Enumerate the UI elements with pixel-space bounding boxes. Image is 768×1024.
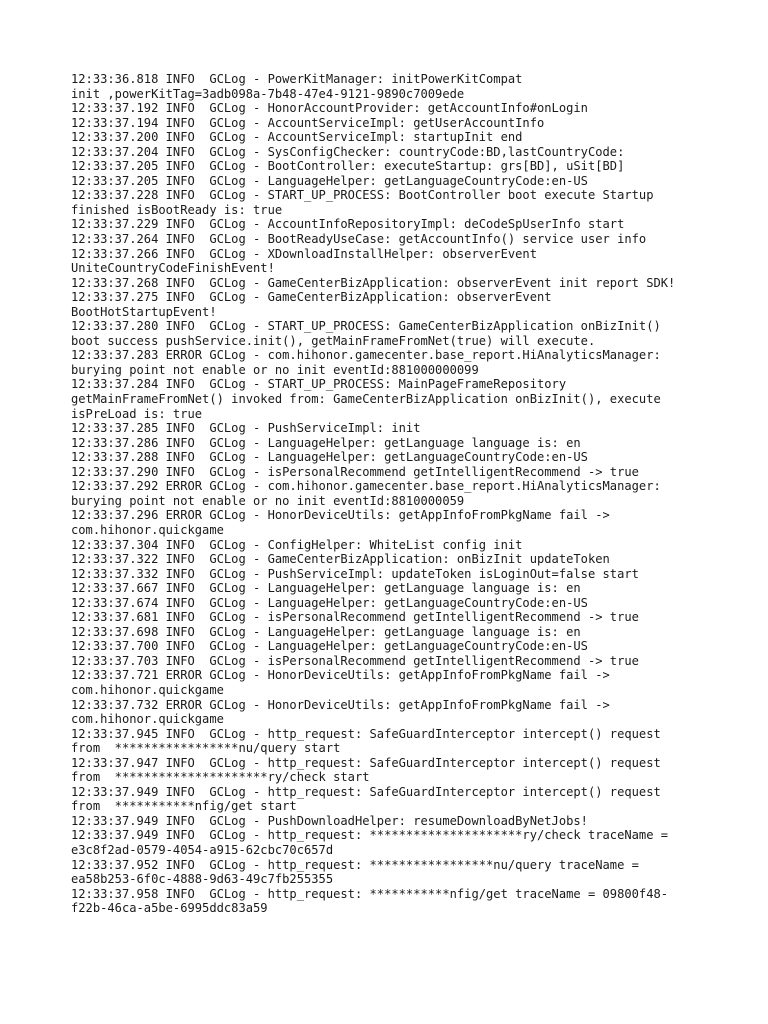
- log-line: 12:33:37.947 INFO GCLog - http_request: SafeGuardInterceptor intercept() request: [71, 755, 661, 770]
- log-line: init ,powerKitTag=3adb098a-7b48-47e4-9121-9890c7009ede: [71, 86, 465, 101]
- log-line: e3c8f2ad-0579-4054-a915-62cbc70c657d: [71, 842, 334, 857]
- log-line: 12:33:37.284 INFO GCLog - START_UP_PROCESS: MainPageFrameRepository: [71, 377, 567, 392]
- log-line: 12:33:37.681 INFO GCLog - isPersonalRecommend getIntelligentRecommend -> true: [71, 610, 639, 625]
- log-line: from *********************ry/check start: [71, 770, 370, 785]
- log-line: 12:33:37.674 INFO GCLog - LanguageHelper: getLanguageCountryCode:en-US: [71, 595, 588, 610]
- log-line: com.hihonor.quickgame: [71, 712, 224, 727]
- log-line: 12:33:37.200 INFO GCLog - AccountServiceImpl: startupInit end: [71, 130, 523, 145]
- log-line: 12:33:37.205 INFO GCLog - BootController: executeStartup: grs[BD], uSit[BD]: [71, 159, 625, 174]
- log-line: 12:33:37.721 ERROR GCLog - HonorDeviceUtils: getAppInfoFromPkgName fail ->: [71, 668, 610, 683]
- log-line: 12:33:37.296 ERROR GCLog - HonorDeviceUtils: getAppInfoFromPkgName fail ->: [71, 508, 610, 523]
- log-line: 12:33:37.949 INFO GCLog - http_request: SafeGuardInterceptor intercept() request: [71, 784, 661, 799]
- log-line: 12:33:37.205 INFO GCLog - LanguageHelper: getLanguageCountryCode:en-US: [71, 173, 588, 188]
- log-line: 12:33:37.290 INFO GCLog - isPersonalRecommend getIntelligentRecommend -> true: [71, 464, 639, 479]
- log-line: 12:33:37.952 INFO GCLog - http_request: *****************nu/query traceName =: [71, 857, 639, 872]
- log-line: 12:33:37.949 INFO GCLog - PushDownloadHelper: resumeDownloadByNetJobs!: [71, 813, 588, 828]
- log-line: 12:33:37.286 INFO GCLog - LanguageHelper: getLanguage language is: en: [71, 435, 581, 450]
- log-line: 12:33:37.958 INFO GCLog - http_request: ***********nfig/get traceName = 09800f48-: [71, 886, 669, 901]
- log-line: boot success pushService.init(), getMainFrameFromNet(true) will execute.: [71, 333, 596, 348]
- log-line: 12:33:37.322 INFO GCLog - GameCenterBizApplication: onBizInit updateToken: [71, 552, 610, 567]
- log-line: 12:33:37.228 INFO GCLog - START_UP_PROCESS: BootController boot execute Startup: [71, 188, 654, 203]
- log-line: burying point not enable or no init eventId:8810000059: [71, 493, 465, 508]
- log-line: ea58b253-6f0c-4888-9d63-49c7fb255355: [71, 872, 334, 887]
- log-line: finished isBootReady is: true: [71, 202, 283, 217]
- log-document: [71, 72, 731, 916]
- log-line: 12:33:37.280 INFO GCLog - START_UP_PROCESS: GameCenterBizApplication onBizInit(): [71, 319, 661, 334]
- log-line: 12:33:37.667 INFO GCLog - LanguageHelper: getLanguage language is: en: [71, 581, 581, 596]
- log-line: 12:33:36.818 INFO GCLog - PowerKitManager: initPowerKitCompat: [71, 72, 523, 86]
- log-line: 12:33:37.204 INFO GCLog - SysConfigChecker: countryCode:BD,lastCountryCode:: [71, 144, 625, 159]
- log-line: com.hihonor.quickgame: [71, 522, 224, 537]
- log-line: 12:33:37.275 INFO GCLog - GameCenterBizApplication: observerEvent: [71, 290, 552, 305]
- log-line: 12:33:37.268 INFO GCLog - GameCenterBizApplication: observerEvent init report SDK!: [71, 275, 676, 290]
- log-line: 12:33:37.703 INFO GCLog - isPersonalRecommend getIntelligentRecommend -> true: [71, 653, 639, 668]
- log-line: 12:33:37.285 INFO GCLog - PushServiceImpl: init: [71, 421, 421, 436]
- log-line: getMainFrameFromNet() invoked from: GameCenterBizApplication onBizInit(), execute: [71, 392, 661, 407]
- log-line: 12:33:37.945 INFO GCLog - http_request: SafeGuardInterceptor intercept() request: [71, 726, 661, 741]
- log-line: 12:33:37.264 INFO GCLog - BootReadyUseCase: getAccountInfo() service user info: [71, 232, 647, 247]
- log-line: BootHotStartupEvent!: [71, 304, 217, 319]
- log-line: 12:33:37.949 INFO GCLog - http_request: *********************ry/check traceName =: [71, 828, 669, 843]
- log-line: f22b-46ca-a5be-6995ddc83a59: [71, 901, 268, 916]
- log-line: 12:33:37.332 INFO GCLog - PushServiceImpl: updateToken isLoginOut=false start: [71, 566, 639, 581]
- log-line: 12:33:37.194 INFO GCLog - AccountServiceImpl: getUserAccountInfo: [71, 115, 545, 130]
- log-line: 12:33:37.732 ERROR GCLog - HonorDeviceUtils: getAppInfoFromPkgName fail ->: [71, 697, 610, 712]
- log-line: 12:33:37.266 INFO GCLog - XDownloadInstallHelper: observerEvent: [71, 246, 537, 261]
- log-line: from *****************nu/query start: [71, 741, 341, 756]
- log-line: 12:33:37.304 INFO GCLog - ConfigHelper: WhiteList config init: [71, 537, 523, 552]
- log-line: 12:33:37.192 INFO GCLog - HonorAccountProvider: getAccountInfo#onLogin: [71, 101, 588, 116]
- log-line: 12:33:37.283 ERROR GCLog - com.hihonor.gamecenter.base_report.HiAnalyticsManager:: [71, 348, 661, 363]
- log-line: com.hihonor.quickgame: [71, 682, 224, 697]
- log-line: 12:33:37.288 INFO GCLog - LanguageHelper: getLanguageCountryCode:en-US: [71, 450, 588, 465]
- log-line: 12:33:37.698 INFO GCLog - LanguageHelper: getLanguage language is: en: [71, 624, 581, 639]
- log-line: burying point not enable or no init eventId:881000000099: [71, 362, 479, 377]
- log-line: 12:33:37.292 ERROR GCLog - com.hihonor.gamecenter.base_report.HiAnalyticsManager:: [71, 479, 661, 494]
- log-line: isPreLoad is: true: [71, 406, 203, 421]
- log-line: 12:33:37.229 INFO GCLog - AccountInfoRepositoryImpl: deCodeSpUserInfo start: [71, 217, 625, 232]
- log-line: UniteCountryCodeFinishEvent!: [71, 261, 275, 276]
- log-line: from ***********nfig/get start: [71, 799, 297, 814]
- log-line: 12:33:37.700 INFO GCLog - LanguageHelper: getLanguageCountryCode:en-US: [71, 639, 588, 654]
